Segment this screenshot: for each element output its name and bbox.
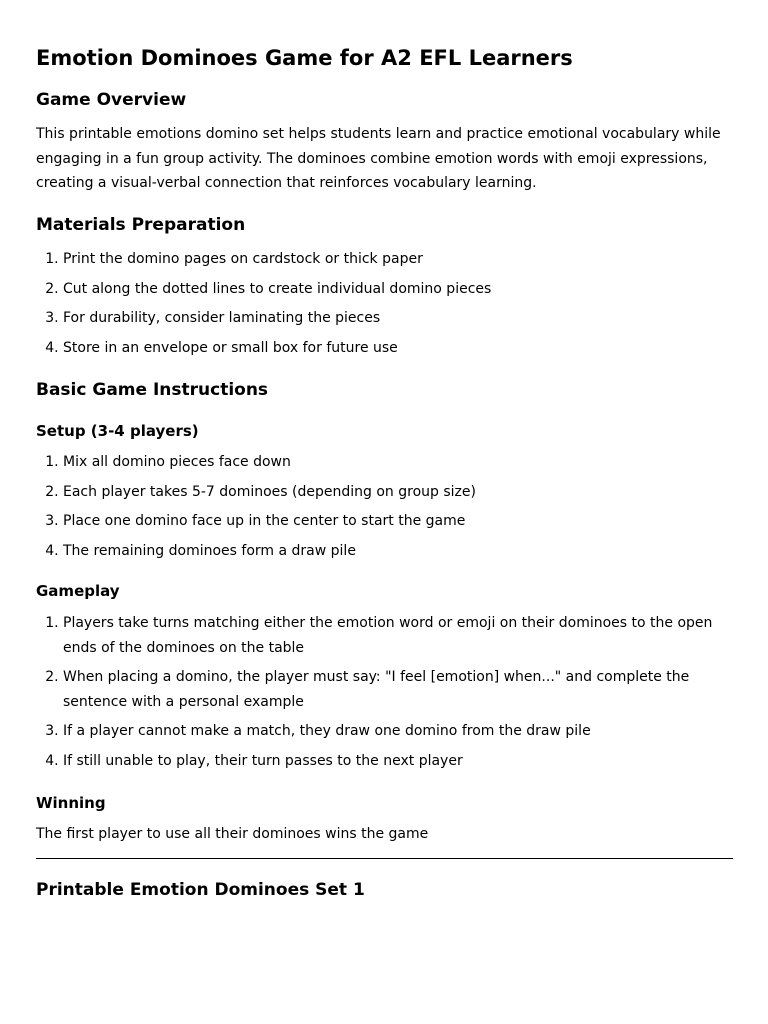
document-title: Emotion Dominoes Game for A2 EFL Learners xyxy=(36,46,573,70)
materials-list xyxy=(36,247,733,365)
materials-item: 4. Store in an envelope or small box for future use xyxy=(63,336,733,361)
gameplay-item: 4. If still unable to play, their turn passes to the next player xyxy=(63,749,733,774)
instructions-heading: Basic Game Instructions xyxy=(36,380,269,400)
setup-list xyxy=(36,450,733,568)
overview-heading: Game Overview xyxy=(36,90,187,110)
materials-item: 2. Cut along the dotted lines to create individual domino pieces xyxy=(63,277,733,302)
materials-item: 3. For durability, consider laminating the pieces xyxy=(63,306,733,331)
gameplay-heading: Gameplay xyxy=(36,582,120,600)
gameplay-list xyxy=(36,611,733,778)
setup-item: 3. Place one domino face up in the center to start the game xyxy=(63,509,733,534)
winning-text: The first player to use all their dominoes wins the game xyxy=(36,826,429,842)
gameplay-item: 1. Players take turns matching either the emotion word or emoji on their dominoes to the open ends of the dominoes on the table xyxy=(63,611,733,660)
setup-item: 1. Mix all domino pieces face down xyxy=(63,450,733,475)
overview-text: This printable emotions domino set helps students learn and practice emotional vocabulary while engaging in a fun group activity. The dominoes combine emotion words with emoji expressions, creating a visual-verbal connection that reinforces vocabulary learning. xyxy=(36,126,721,191)
setup-heading: Setup (3-4 players) xyxy=(36,422,199,440)
setup-item: 4. The remaining dominoes form a draw pile xyxy=(63,539,733,564)
winning-heading: Winning xyxy=(36,794,106,812)
printable-heading: Printable Emotion Dominoes Set 1 xyxy=(36,880,365,900)
materials-item: 1. Print the domino pages on cardstock or thick paper xyxy=(63,247,733,272)
materials-heading: Materials Preparation xyxy=(36,215,246,235)
gameplay-item: 3. If a player cannot make a match, they draw one domino from the draw pile xyxy=(63,719,733,744)
setup-item: 2. Each player takes 5-7 dominoes (depending on group size) xyxy=(63,480,733,505)
section-divider xyxy=(36,858,733,859)
gameplay-item: 2. When placing a domino, the player must say: "I feel [emotion] when..." and complete the sentence with a personal example xyxy=(63,665,733,714)
